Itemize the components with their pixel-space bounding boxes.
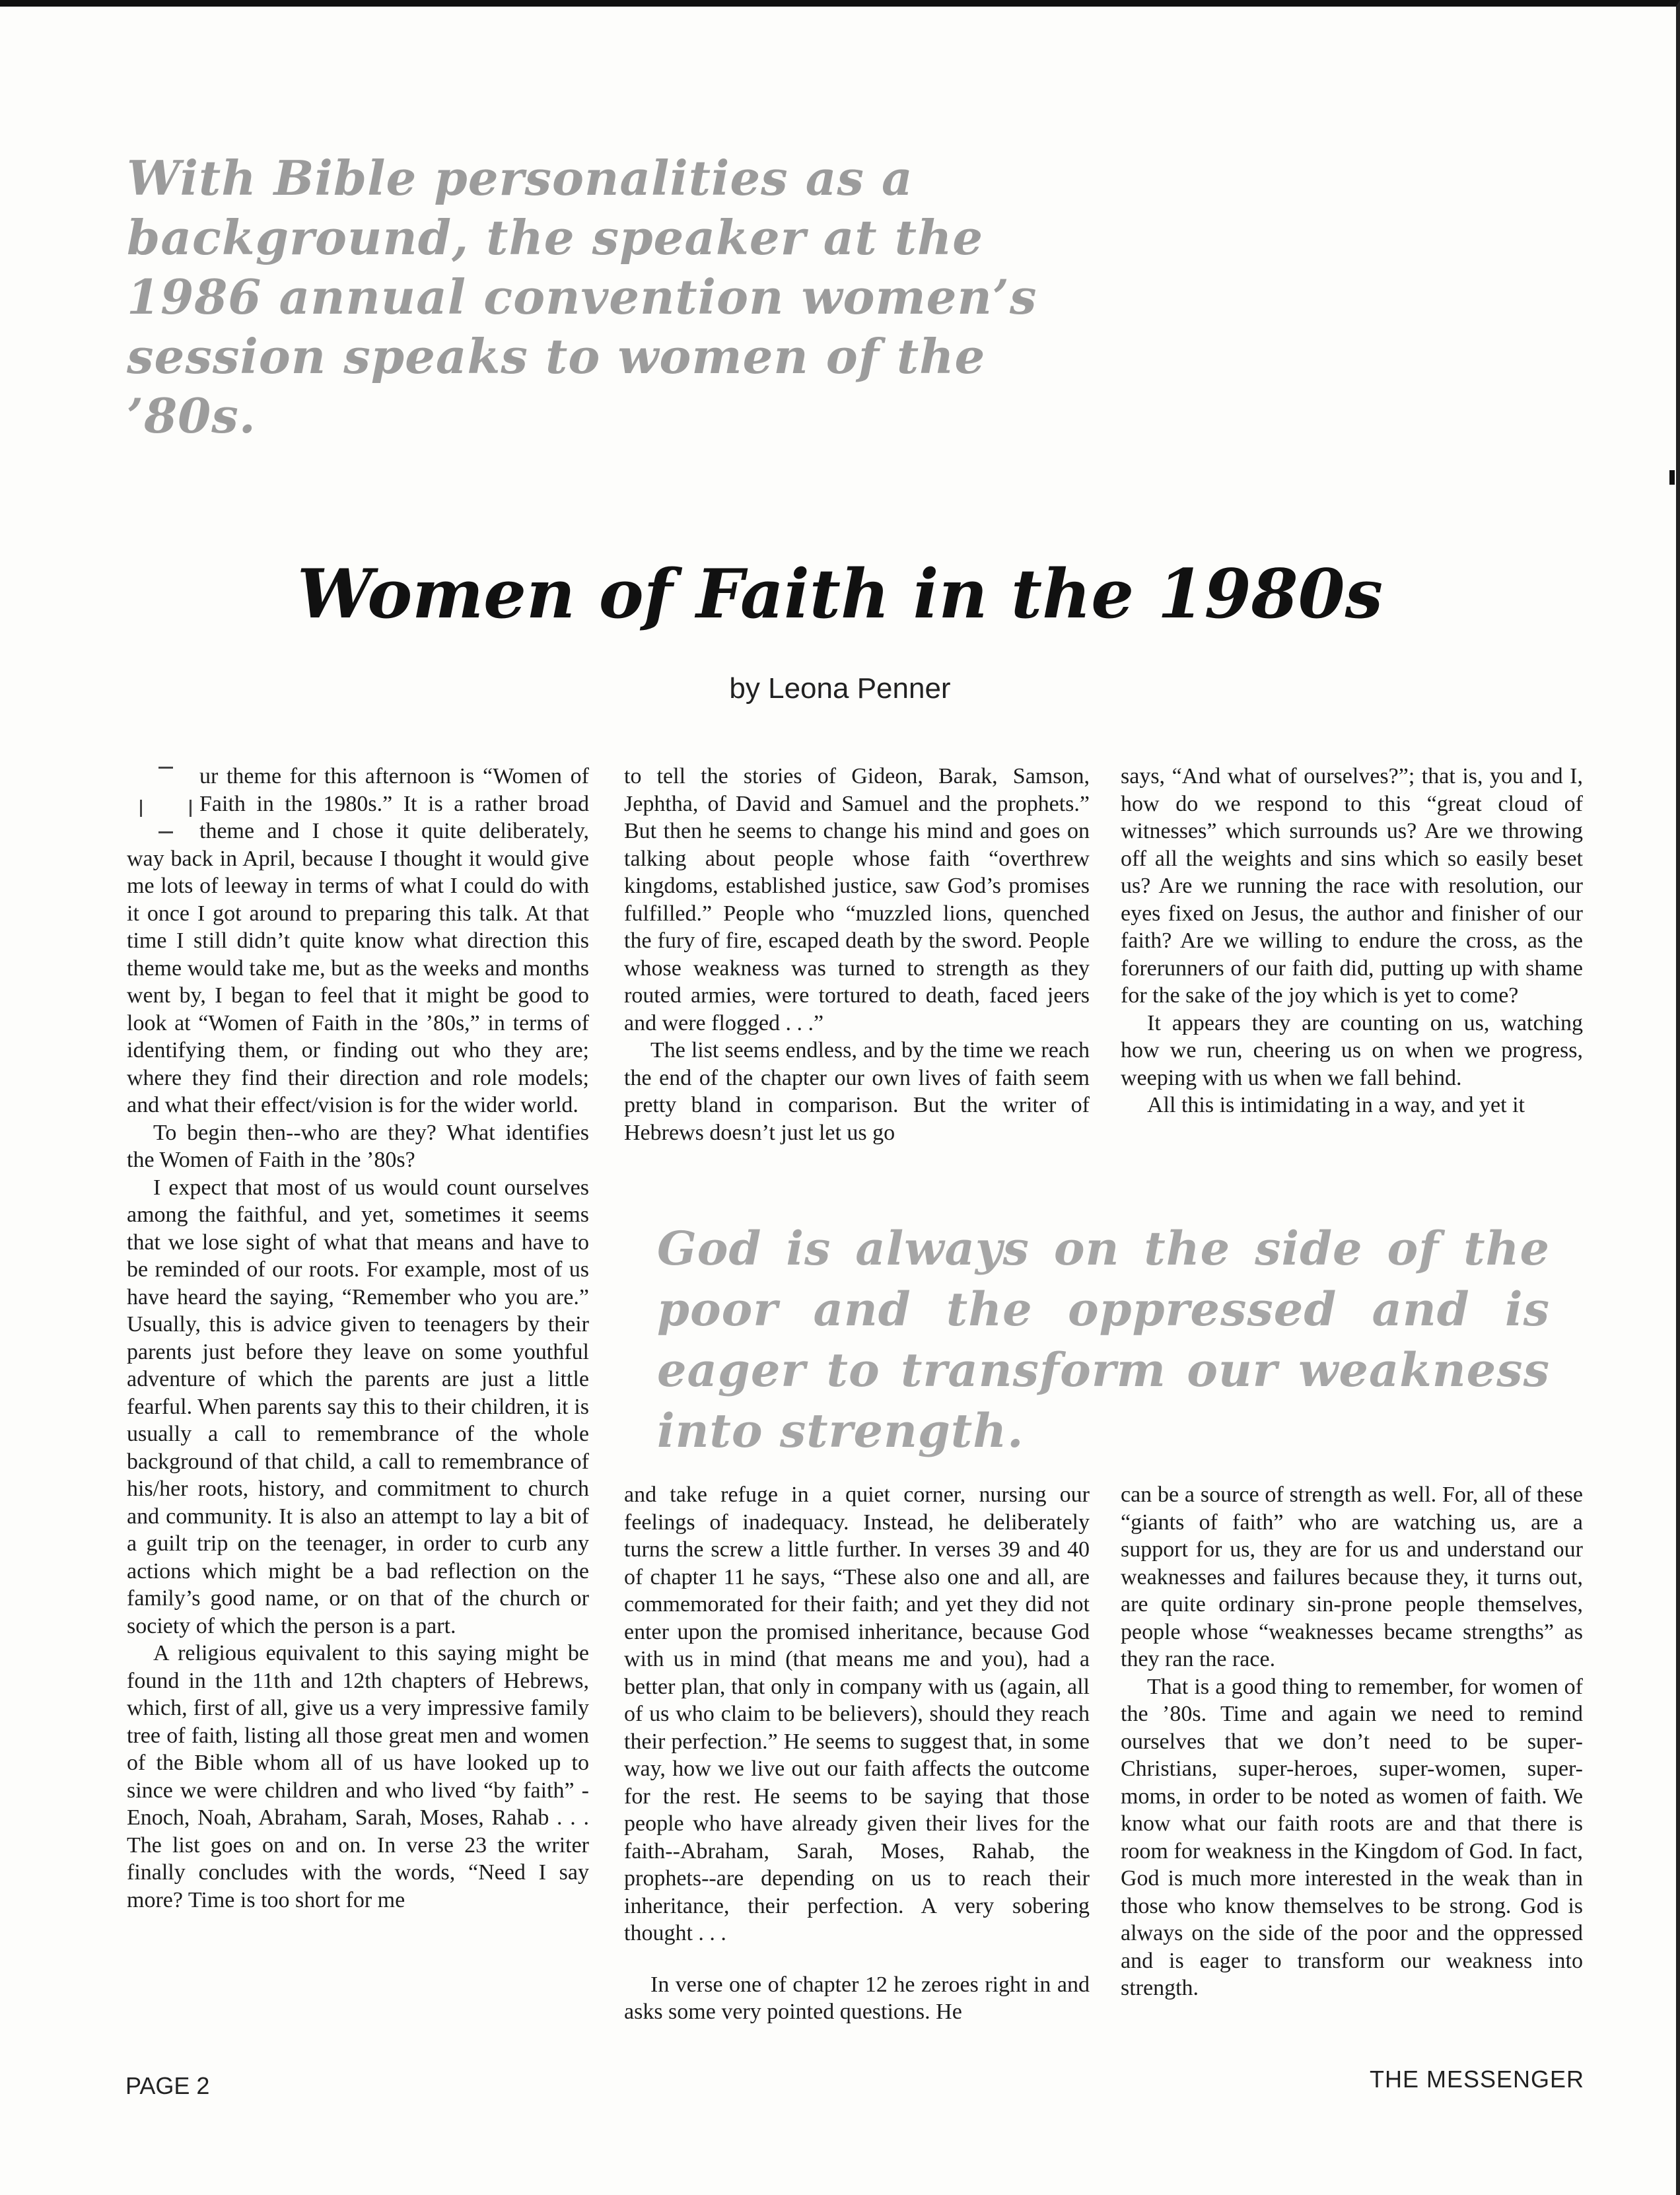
scan-edge-mark [1669, 470, 1675, 485]
intro-deck: With Bible personalities as a background, the speaker at the 1986 annual convention women’s session speaks to women of the ’80s. [127, 150, 1037, 444]
paragraph: That is a good thing to remember, for women of the ’80s. Time and again we need to remind ourselves that we don’t need to be super-Christians, super-heroes, super-women, super-moms, in order to be noted as women of faith. We know what our faith roots are and that there is room for weakness in the Kingdom of God. In fact, God is much more interested in the weak than in those who know themselves to be strong. God is always on the side of the poor and the oppressed and is eager to transform our weakness into strength. [1121, 1674, 1583, 2000]
paragraph: A religious equivalent to this saying might be found in the 11th and 12th chapters of Hebrews, which, first of all, give us a very impressive family tree of faith, listing all those great men and women of the Bible whom all of us have looked up to since we were children and who lived “by faith” - Enoch, Noah, Abraham, Sarah, Moses, Rahab . . . The list goes on and on. In verse 23 the writer finally concludes with the words, “Need I say more? Time is too short for me [127, 1641, 589, 1912]
article-title: Women of Faith in the 1980s [297, 555, 1383, 634]
paragraph: and take refuge in a quiet corner, nursing our feelings of inadequacy. Instead, he deliberately turns the screw a little further. In verses 39 and 40 of chapter 11 he says, “These also one and all, are commemorated for their faith; and yet they did not enter upon the promised inheritance, because God with us in mind (that means me and you), had a better plan, that only in company with us (again, all of us who claim to be believers), should they reach their perfection.” He seems to suggest that, in some way, how we live out our faith affects the outcome for the rest. He seems to be saying that those people who have already given their lives for the faith--Abraham, Sarah, Moses, Rahab, the prophets--are depending on us to reach their inheritance, their perfection. A very sobering thought . . . [624, 1482, 1090, 1945]
page-number: PAGE 2 [125, 2072, 210, 2099]
drop-cap-placeholder [127, 765, 192, 839]
paragraph: All this is intimidating in a way, and yet it [1147, 1093, 1525, 1117]
column-3-top [1121, 763, 1583, 1119]
paragraph: In verse one of chapter 12 he zeroes right in and asks some very pointed questions. He [624, 1972, 1090, 2024]
paragraph: I expect that most of us would count ourselves among the faithful, and yet, sometimes it seems that we lose sight of what that means and have to be reminded of our roots. For example, most of us have heard the saying, “Remember who you are.” Usually, this is advice given to teenagers by their parents just before they leave on some youthful adventure of which the parents are just a little fearful. When parents say this to their children, it is usually a call to remembrance of the whole background of that child, a call to remembrance of his/her roots, history, and commitment to church and community. It is also an attempt to lay a bit of a guilt trip on the teenager, in order to curb any actions which might be a bad reflection on the family’s good name, or on that of the church or society of which the person is a part. [127, 1175, 589, 1638]
column-3-bottom [1121, 1481, 1583, 2002]
column-2-top [624, 763, 1090, 1146]
publication-name: THE MESSENGER [1369, 2066, 1584, 2093]
pull-quote: God is always on the side of the poor and the oppressed and is eager to transform our weakness into strength. [657, 1221, 1550, 1458]
paragraph-opening: ur theme for this afternoon is “Women of Faith in the 1980s.” It is a rather broad theme and I chose it quite deliberately, way back in April, because I thought it would give me lots of leeway in terms of what I could do with it once I got around to preparing this talk. At that time I still didn’t quite know what direction this theme would take me, but as the weeks and months went by, I began to feel that it might be good to look at “Women of Faith in the ’80s,” in terms of identifying them, or finding out who they are; where they find their direction and role models; and what their effect/vision is for the wider world. [127, 764, 589, 1117]
paragraph: The list seems endless, and by the time we reach the end of the chapter our own lives of faith seem pretty bland in comparison. But the writer of Hebrews doesn’t just let us go [624, 1038, 1090, 1145]
byline: by Leona Penner [729, 672, 951, 705]
paragraph: says, “And what of ourselves?”; that is, you and I, how do we respond to this “great cloud of witnesses” which surrounds us? Are we throwing off all the weights and sins which so easily beset us? Are we running the race with resolution, our eyes fixed on Jesus, the author and finisher of our faith? Are we willing to endure the cross, as the forerunners of our faith did, putting up with shame for the sake of the joy which is yet to come? [1121, 764, 1583, 1008]
paragraph: It appears they are counting on us, watching how we run, cheering us on when we progress, weeping with us when we fall behind. [1121, 1010, 1583, 1090]
paragraph: To begin then--who are they? What identifies the Women of Faith in the ’80s? [127, 1120, 589, 1172]
paragraph: can be a source of strength as well. For, all of these “giants of faith” who are watching us, are a support for us, they are for us and understand our weaknesses and failures because they, it turns out, are quite ordinary sin-prone people themselves, people whose “weaknesses became strengths” as they ran the race. [1121, 1482, 1583, 1671]
paragraph: to tell the stories of Gideon, Barak, Samson, Jephtha, of David and Samuel and the prophets.” But then he seems to change his mind and goes on talking about people whose faith “overthrew kingdoms, established justice, saw God’s promises fulfilled.” People who “muzzled lions, quenched the fury of fire, escaped death by the sword. People whose weakness was turned to strength as they routed armies, were tortured to death, faced jeers and were flogged . . .” [624, 764, 1090, 1035]
column-2-bottom [624, 1481, 1090, 2026]
column-1-top [127, 763, 589, 1914]
